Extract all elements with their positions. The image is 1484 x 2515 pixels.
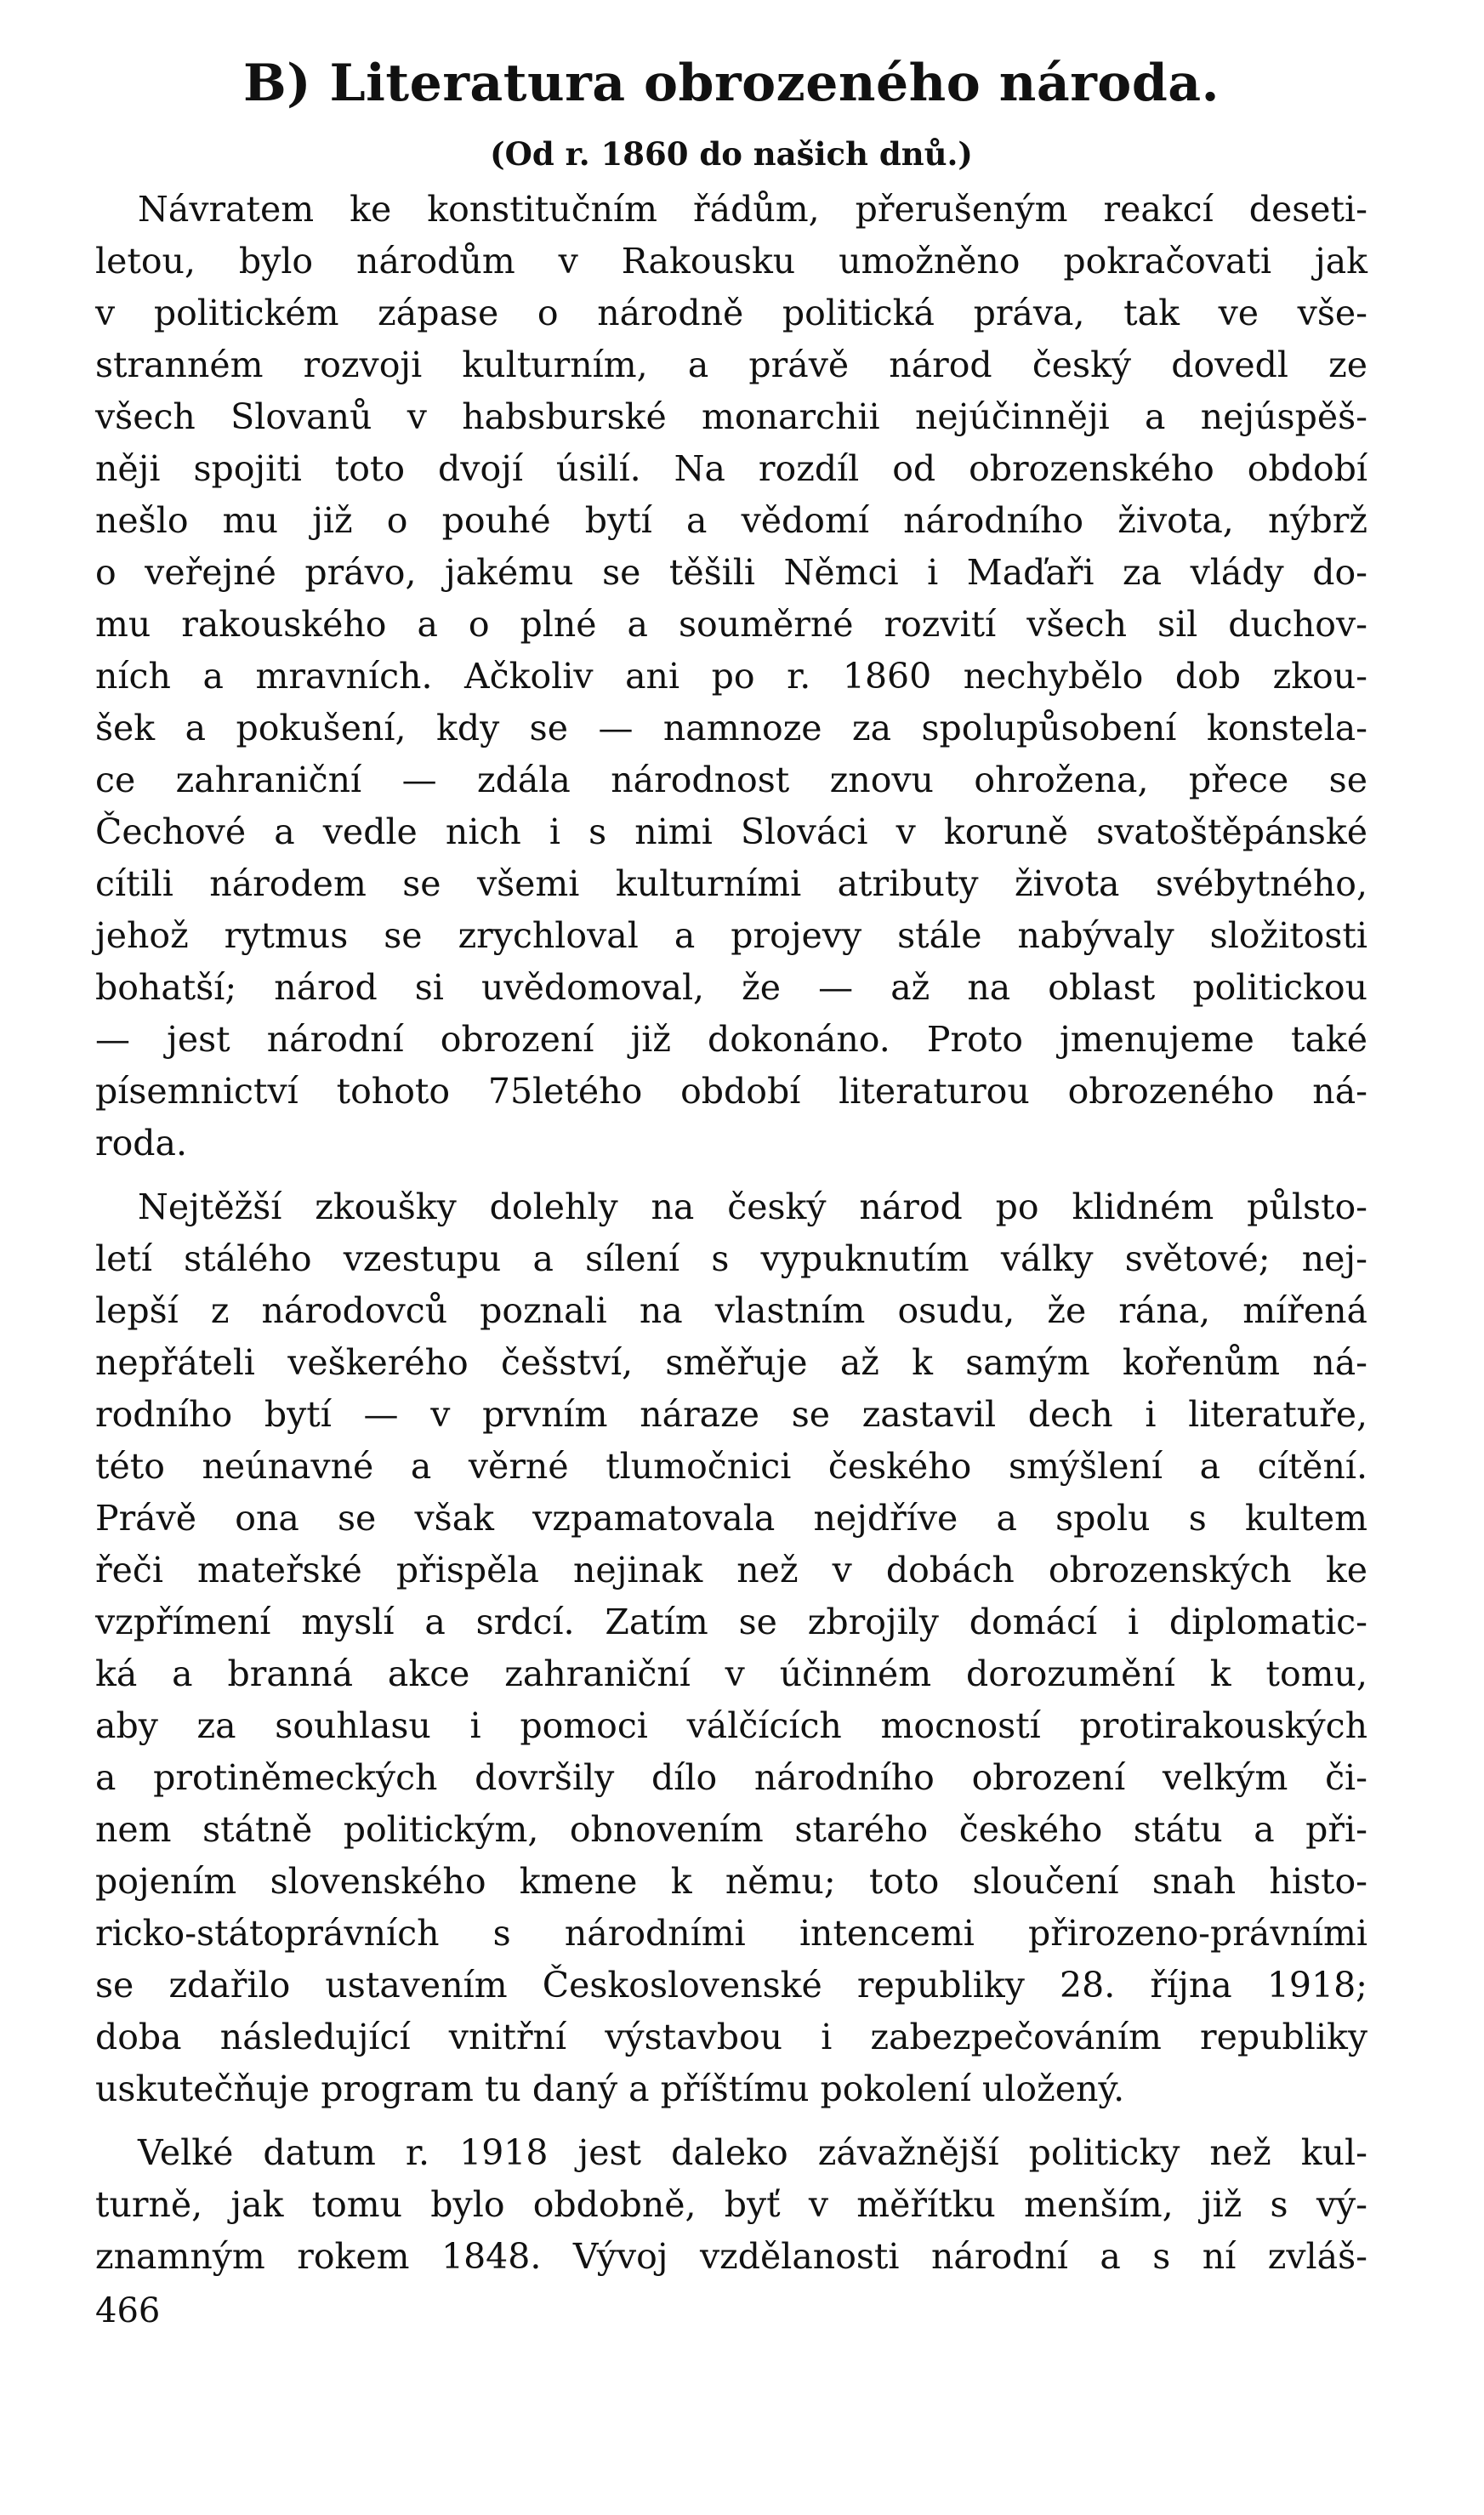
paragraph-gap bbox=[95, 2115, 1367, 2127]
text-line: letou, bylo národům v Rakousku umožněno pokračovati jak bbox=[95, 241, 1367, 282]
text-line: uskutečňuje program tu daný a příštímu pokolení uložený. bbox=[95, 2068, 1125, 2109]
text-line: roda. bbox=[95, 1123, 188, 1164]
text-line: doba následující vnitřní výstavbou i zabezpečováním republiky bbox=[95, 2017, 1367, 2057]
text-line: o veřejné právo, jakému se těšili Němci i Maďaři za vlády do- bbox=[95, 552, 1367, 593]
paragraph-3 bbox=[95, 2127, 1367, 2283]
text-line: turně, jak tomu bylo obdobně, byť v měřítku menším, již s vý- bbox=[95, 2184, 1367, 2225]
text-line: bohatší; národ si uvědomoval, že — až na oblast politickou bbox=[95, 967, 1367, 1008]
text-line: ká a branná akce zahraniční v účinném dorozumění k tomu, bbox=[95, 1653, 1367, 1694]
paragraph-gap bbox=[95, 1169, 1367, 1181]
text-line: této neúnavné a věrné tlumočnici českého smýšlení a cítění. bbox=[95, 1446, 1367, 1487]
text-line: cítili národem se všemi kulturními atributy života svébytného, bbox=[95, 863, 1367, 904]
text-line: ce zahraniční — zdála národnost znovu ohrožena, přece se bbox=[95, 760, 1367, 800]
text-line: mu rakouského a o plné a souměrné rozvití všech sil duchov- bbox=[95, 604, 1367, 645]
section-heading: B) Literatura obrozeného národa. bbox=[242, 54, 1220, 113]
text-line: všech Slovanů v habsburské monarchii nejúčinněji a nejúspěš- bbox=[95, 396, 1367, 437]
text-line: vzpřímení myslí a srdcí. Zatím se zbrojily domácí i diplomatic- bbox=[95, 1602, 1367, 1642]
text-line: lepší z národovců poznali na vlastním osudu, že rána, mířená bbox=[95, 1290, 1367, 1331]
page-content bbox=[95, 53, 1367, 2283]
text-line: ricko-státoprávních s národními intencemi přirozeno-právními bbox=[95, 1913, 1367, 1954]
text-line: Čechové a vedle nich i s nimi Slováci v koruně svatoštěpánské bbox=[95, 811, 1367, 852]
text-line: písemnictví tohoto 75letého období literaturou obrozeného ná- bbox=[95, 1071, 1367, 1112]
text-line: Právě ona se však vzpamatovala nejdříve a spolu s kultem bbox=[95, 1498, 1367, 1539]
text-line: řeči mateřské přispěla nejinak než v dobách obrozenských ke bbox=[95, 1550, 1367, 1590]
paragraph-1 bbox=[95, 184, 1367, 1169]
text-line: — jest národní obrození již dokonáno. Proto jmenujeme také bbox=[95, 1019, 1367, 1060]
text-line: něji spojiti toto dvojí úsilí. Na rozdíl od obrozenského období bbox=[95, 448, 1367, 489]
paragraph-2 bbox=[95, 1181, 1367, 2115]
text-line: nem státně politickým, obnovením starého českého státu a při- bbox=[95, 1809, 1367, 1850]
text-line: pojením slovenského kmene k němu; toto sloučení snah histo- bbox=[95, 1861, 1367, 1902]
text-line: se zdařilo ustavením Československé republiky 28. října 1918; bbox=[95, 1965, 1367, 2006]
text-line: jehož rytmus se zrychloval a projevy stále nabývaly složitosti bbox=[95, 915, 1367, 956]
section-subheading: (Od r. 1860 do našich dnů.) bbox=[490, 135, 973, 173]
text-line: aby za souhlasu i pomoci válčících mocností protirakouských bbox=[95, 1705, 1367, 1746]
page-number: 466 bbox=[95, 2291, 161, 2330]
text-line: v politickém zápase o národně politická práva, tak ve vše- bbox=[95, 293, 1367, 333]
text-line: nepřáteli veškerého češství, směřuje až k samým kořenům ná- bbox=[95, 1342, 1367, 1383]
text-line: ních a mravních. Ačkoliv ani po r. 1860 nechybělo dob zkou- bbox=[95, 656, 1367, 697]
text-line: nešlo mu již o pouhé bytí a vědomí národního života, nýbrž bbox=[95, 500, 1367, 541]
text-line: znamným rokem 1848. Vývoj vzdělanosti národní a s ní zvláš- bbox=[95, 2236, 1367, 2277]
text-line: a protiněmeckých dovršily dílo národního obrození velkým či- bbox=[95, 1757, 1367, 1798]
text-line: šek a pokušení, kdy se — namnoze za spolupůsobení konstela- bbox=[95, 708, 1367, 748]
text-line: Návratem ke konstitučním řádům, přerušeným reakcí deseti- bbox=[138, 189, 1367, 230]
text-line: Velké datum r. 1918 jest daleko závažnější politicky než kul- bbox=[138, 2132, 1367, 2173]
text-line: rodního bytí — v prvním náraze se zastavil dech i literatuře, bbox=[95, 1394, 1367, 1435]
text-line: Nejtěžší zkoušky dolehly na český národ po klidném půlsto- bbox=[138, 1186, 1367, 1227]
text-line: letí stálého vzestupu a sílení s vypuknutím války světové; nej- bbox=[95, 1238, 1367, 1279]
text-line: stranném rozvoji kulturním, a právě národ český dovedl ze bbox=[95, 344, 1367, 385]
